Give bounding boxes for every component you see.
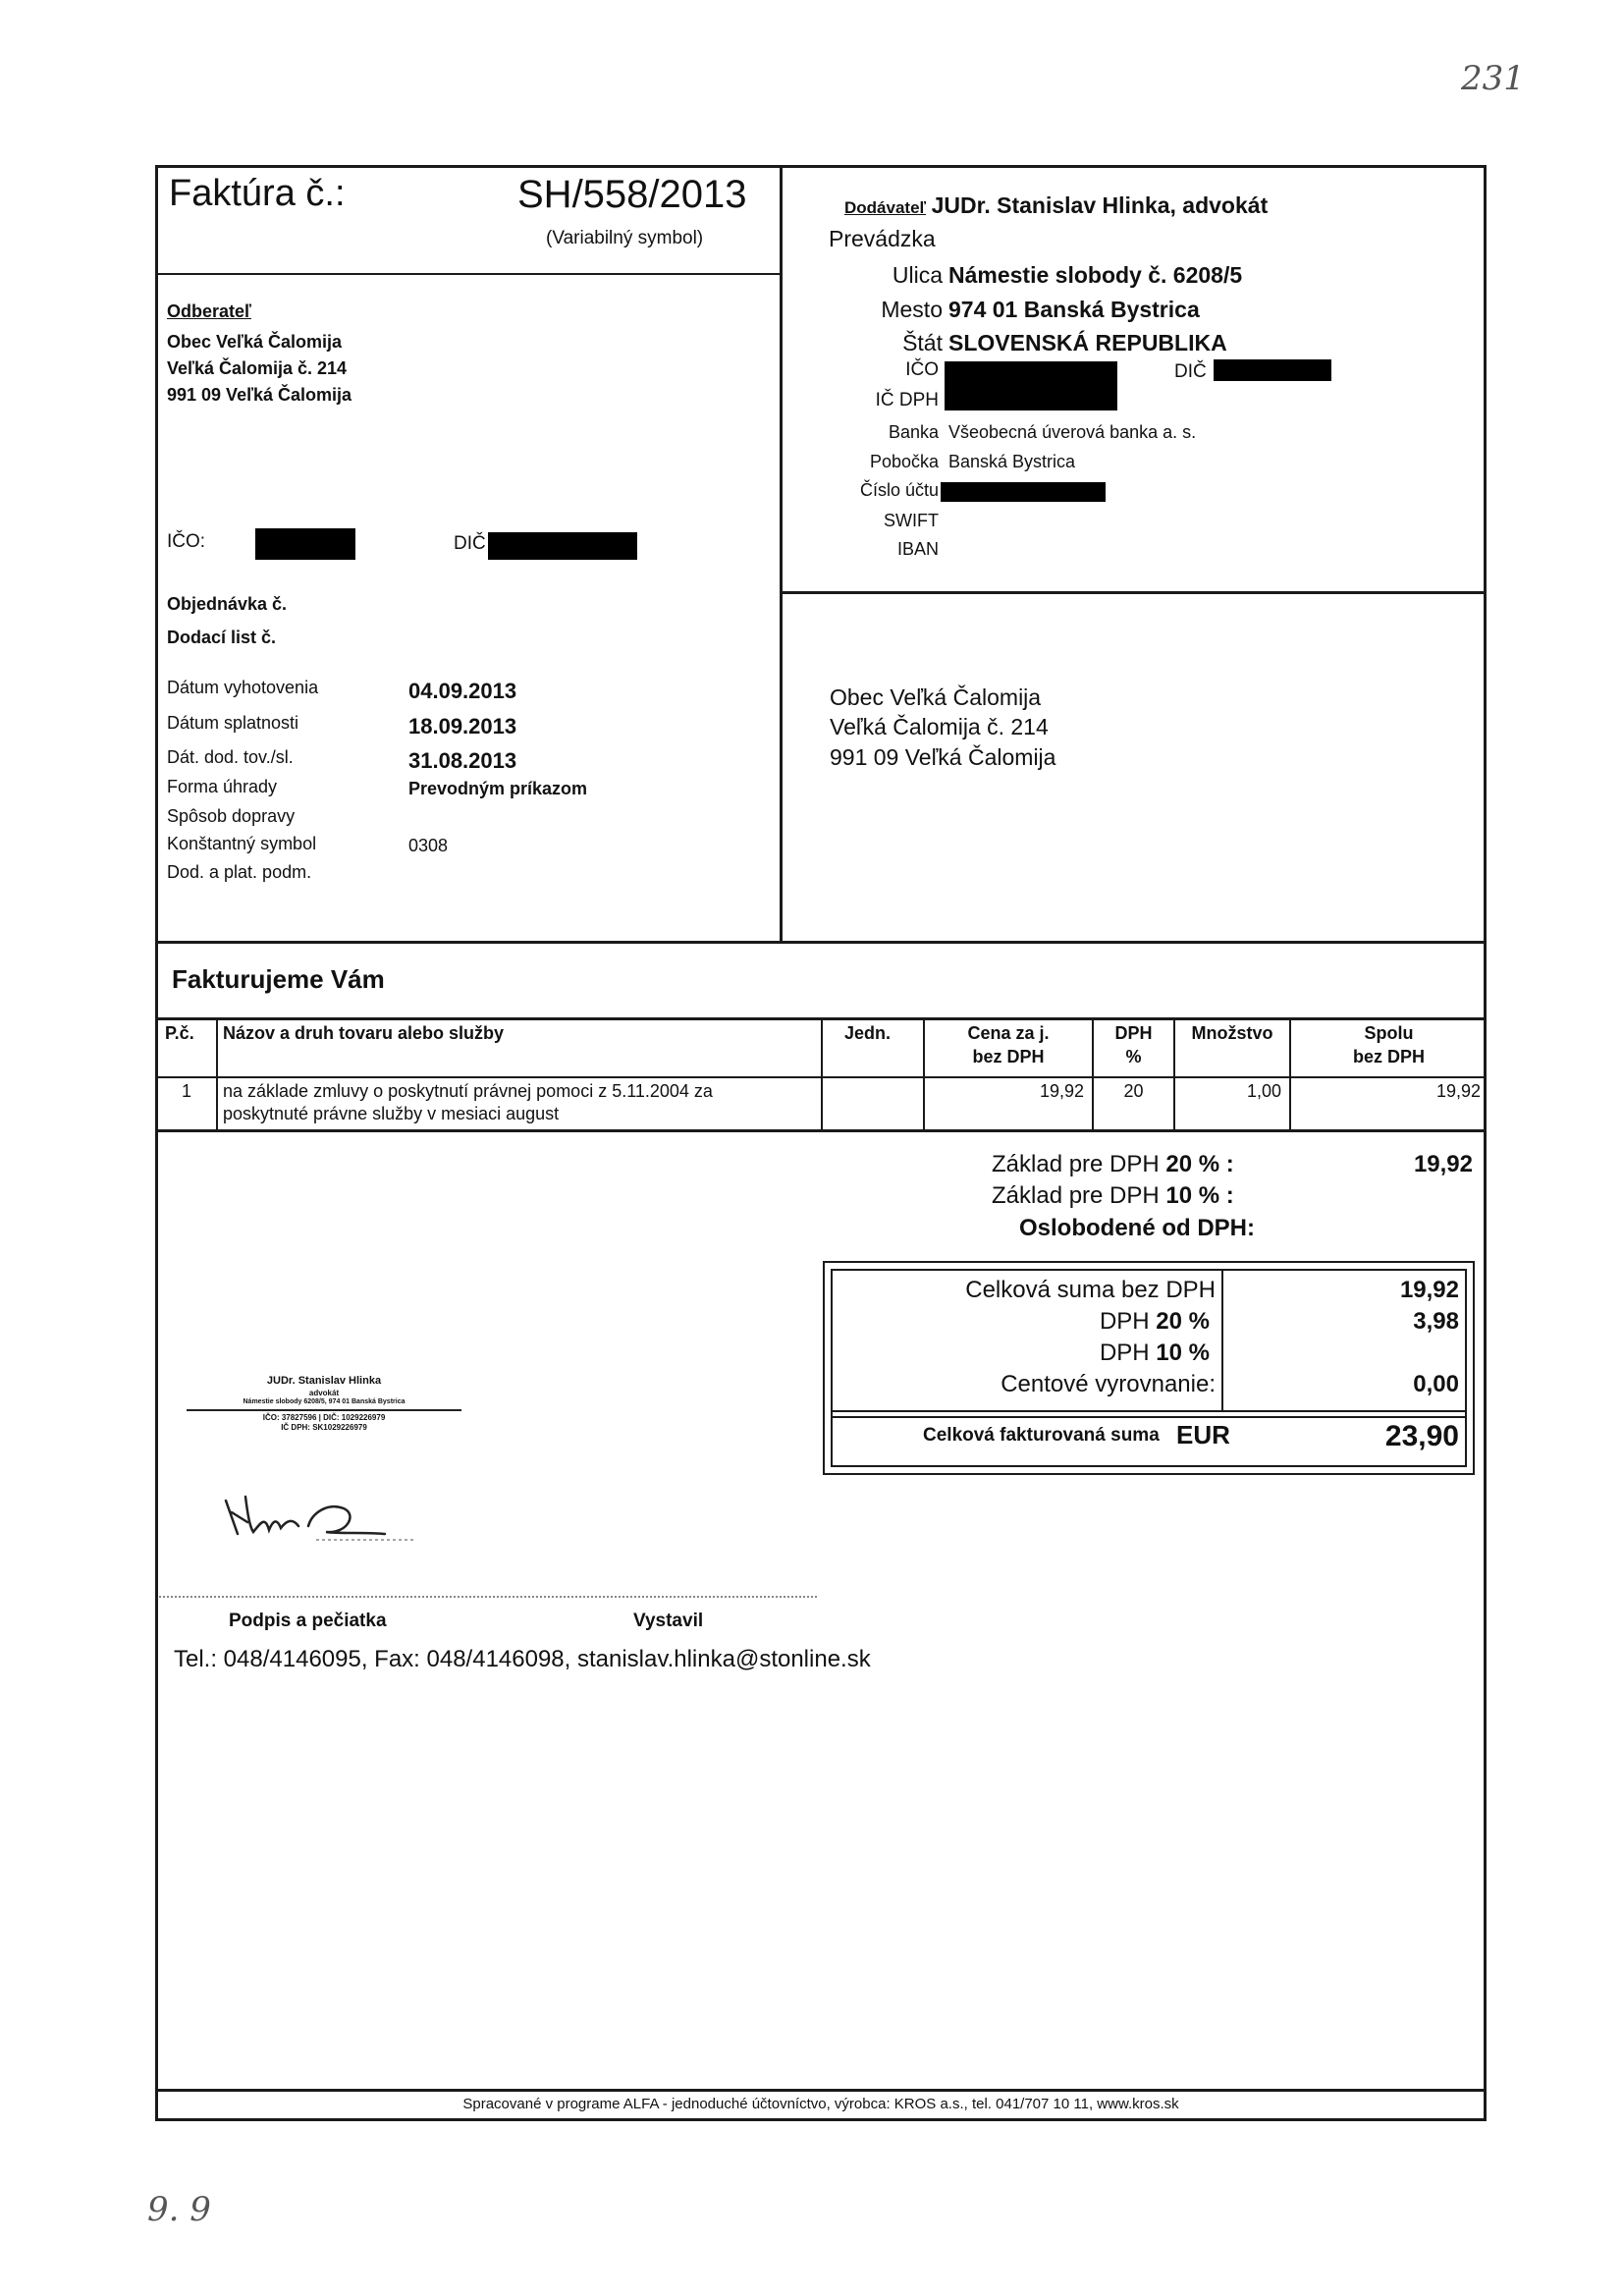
swift-label: SWIFT <box>884 511 939 530</box>
totals-grand-top-2 <box>831 1416 1467 1418</box>
vat20-row <box>835 1308 1210 1336</box>
delivery-address-line2: Veľká Čalomija č. 214 <box>830 714 1049 739</box>
branch-label: Pobočka <box>869 452 939 471</box>
th-total-1: Spolu <box>1364 1023 1414 1043</box>
stamp-line4: IČO: 37827596 | DIČ: 1029226979 <box>262 1412 386 1422</box>
account-redacted <box>941 482 1106 502</box>
supplier-ico-label: IČO <box>905 359 939 380</box>
contact-line: Tel.: 048/4146095, Fax: 048/4146098, stanislav.hlinka@stonline.sk <box>174 1646 871 1672</box>
iban-label: IBAN <box>896 539 939 559</box>
col-sep-2 <box>821 1017 823 1130</box>
delivery-date-label: Dát. dod. tov./sl. <box>167 747 294 767</box>
city-value: 974 01 Banská Bystrica <box>948 297 1200 322</box>
sum-label: Celková suma bez DPH <box>965 1277 1216 1303</box>
account-label: Číslo účtu <box>859 480 939 500</box>
rounding-label: Centové vyrovnanie: <box>1001 1371 1216 1397</box>
th-qty: Množstvo <box>1191 1023 1273 1043</box>
country-value: SLOVENSKÁ REPUBLIKA <box>948 330 1227 355</box>
title-divider <box>155 273 780 275</box>
vat-base-20-label: Základ pre DPH <box>992 1151 1160 1177</box>
supplier-dic-label: DIČ <box>1174 361 1207 382</box>
order-label: Objednávka č. <box>167 594 288 614</box>
stamp-rule <box>187 1409 461 1411</box>
header-bottom <box>155 941 1487 944</box>
due-date: 18.09.2013 <box>408 714 517 738</box>
prevadzka-label: Prevádzka <box>829 226 936 251</box>
supplier-name: JUDr. Stanislav Hlinka, advokát <box>931 192 1269 218</box>
customer-heading: Odberateľ <box>167 301 251 321</box>
customer-street: Veľká Čalomija č. 214 <box>167 358 348 378</box>
variable-symbol-label: (Variabilný symbol) <box>546 228 704 248</box>
totals-divider <box>1221 1271 1223 1410</box>
header-divider <box>780 165 783 942</box>
rounding-value: 0,00 <box>1413 1371 1459 1397</box>
vat-base-20-value: 19,92 <box>1413 1151 1473 1177</box>
invoice-title: Faktúra č.: <box>169 173 346 214</box>
sign-label: Podpis a pečiatka <box>229 1611 387 1631</box>
supplier-heading: Dodávateľ <box>844 198 927 217</box>
terms-label: Dod. a plat. podm. <box>167 862 312 882</box>
grand-total-label: Celková fakturovaná suma <box>923 1425 1160 1446</box>
customer-ico-redacted <box>255 528 355 560</box>
const-symbol-label: Konštantný symbol <box>167 834 317 853</box>
signature-dotted-line <box>159 1596 817 1598</box>
vat-base-20 <box>992 1151 1234 1178</box>
const-symbol: 0308 <box>408 836 449 855</box>
bank-value: Všeobecná úverová banka a. s. <box>948 422 1197 442</box>
stamp-line2: advokát <box>308 1388 340 1397</box>
supplier-dic-redacted <box>1214 359 1331 381</box>
customer-city: 991 09 Veľká Čalomija <box>167 385 352 405</box>
th-total-2: bez DPH <box>1352 1047 1425 1066</box>
vat20-rate: 20 % <box>1156 1308 1210 1335</box>
th-pc: P.č. <box>165 1023 194 1043</box>
vat10-label: DPH <box>1099 1339 1150 1366</box>
delivery-note-label: Dodací list č. <box>167 628 277 647</box>
issued-label: Vystavil <box>633 1611 704 1631</box>
supplier-heading-row <box>844 192 1268 219</box>
vat-base-20-rate: 20 % : <box>1165 1151 1234 1177</box>
th-vat-1: DPH <box>1114 1023 1153 1043</box>
vat-base-10 <box>992 1182 1234 1210</box>
vat20-label: DPH <box>1099 1308 1150 1335</box>
row-total: 19,92 <box>1435 1081 1481 1101</box>
due-date-label: Dátum splatnosti <box>167 713 299 733</box>
row-pc: 1 <box>181 1081 191 1101</box>
col-sep-1 <box>216 1017 218 1130</box>
items-heading: Fakturujeme Vám <box>172 964 385 994</box>
th-name: Názov a druh tovaru alebo služby <box>223 1023 505 1043</box>
sum-value: 19,92 <box>1399 1277 1459 1303</box>
bank-label: Banka <box>888 422 939 442</box>
payment-label: Forma úhrady <box>167 777 278 796</box>
row-vat: 20 <box>1123 1081 1144 1101</box>
invoice-number: SH/558/2013 <box>517 173 747 216</box>
invoice-frame <box>155 165 1487 2121</box>
customer-dic-redacted <box>488 532 637 560</box>
branch-value: Banská Bystrica <box>948 452 1076 471</box>
vat10-row <box>835 1339 1210 1367</box>
vat-exempt-label: Oslobodené od DPH: <box>1019 1215 1255 1241</box>
bottom-note: 9. 9 <box>147 2190 211 2229</box>
grand-total-value: 23,90 <box>1384 1420 1459 1452</box>
delivery-address-line1: Obec Veľká Čalomija <box>830 684 1042 710</box>
th-vat-2: % <box>1125 1047 1142 1066</box>
totals-grand-top <box>831 1410 1467 1412</box>
signature-scribble <box>218 1483 414 1552</box>
street-label: Ulica <box>892 262 943 288</box>
customer-name: Obec Veľká Čalomija <box>167 332 343 352</box>
row-qty: 1,00 <box>1246 1081 1281 1101</box>
payment-value: Prevodným príkazom <box>408 779 588 798</box>
icdph-label: IČ DPH <box>875 390 939 410</box>
issue-date-label: Dátum vyhotovenia <box>167 678 319 697</box>
footer-top <box>155 2089 1487 2092</box>
street-value: Námestie slobody č. 6208/5 <box>948 262 1243 288</box>
th-unit: Jedn. <box>844 1023 892 1043</box>
currency: EUR <box>1176 1420 1230 1449</box>
vat20-value: 3,98 <box>1413 1308 1459 1335</box>
country-label: Štát <box>902 330 943 355</box>
row-name-line2: poskytnuté právne služby v mesiaci august <box>223 1104 560 1123</box>
stamp <box>187 1375 461 1433</box>
th-price-2: bez DPH <box>972 1047 1045 1066</box>
footer-text: Spracované v programe ALFA - jednoduché účtovníctvo, výrobca: KROS a.s., tel. 041/707 10 11, www.kros.sk <box>462 2096 1179 2112</box>
vat10-rate: 10 % <box>1156 1339 1210 1366</box>
vat-base-10-rate: 10 % : <box>1165 1182 1234 1209</box>
page-number: 231 <box>1461 59 1525 98</box>
row-name-line1: na základe zmluvy o poskytnutí právnej pomoci z 5.11.2004 za <box>223 1081 713 1101</box>
customer-dic-label: DIČ <box>454 533 486 554</box>
delivery-date: 31.08.2013 <box>408 748 517 773</box>
supplier-ico-redacted <box>945 361 1117 410</box>
delivery-address-line3: 991 09 Veľká Čalomija <box>830 744 1056 770</box>
row-price: 19,92 <box>1039 1081 1084 1101</box>
customer-ico-label: IČO: <box>167 531 206 552</box>
stamp-line3: Námestie slobody 6208/5, 974 01 Banská Bystrica <box>243 1397 406 1405</box>
issue-date: 04.09.2013 <box>408 679 517 703</box>
supplier-divider <box>780 591 1487 594</box>
stamp-line1: JUDr. Stanislav Hlinka <box>266 1375 382 1387</box>
vat-base-10-label: Základ pre DPH <box>992 1182 1160 1209</box>
th-price-1: Cena za j. <box>967 1023 1050 1043</box>
transport-label: Spôsob dopravy <box>167 806 296 826</box>
stamp-line5: IČ DPH: SK1029226979 <box>281 1422 367 1432</box>
city-label: Mesto <box>881 297 943 322</box>
